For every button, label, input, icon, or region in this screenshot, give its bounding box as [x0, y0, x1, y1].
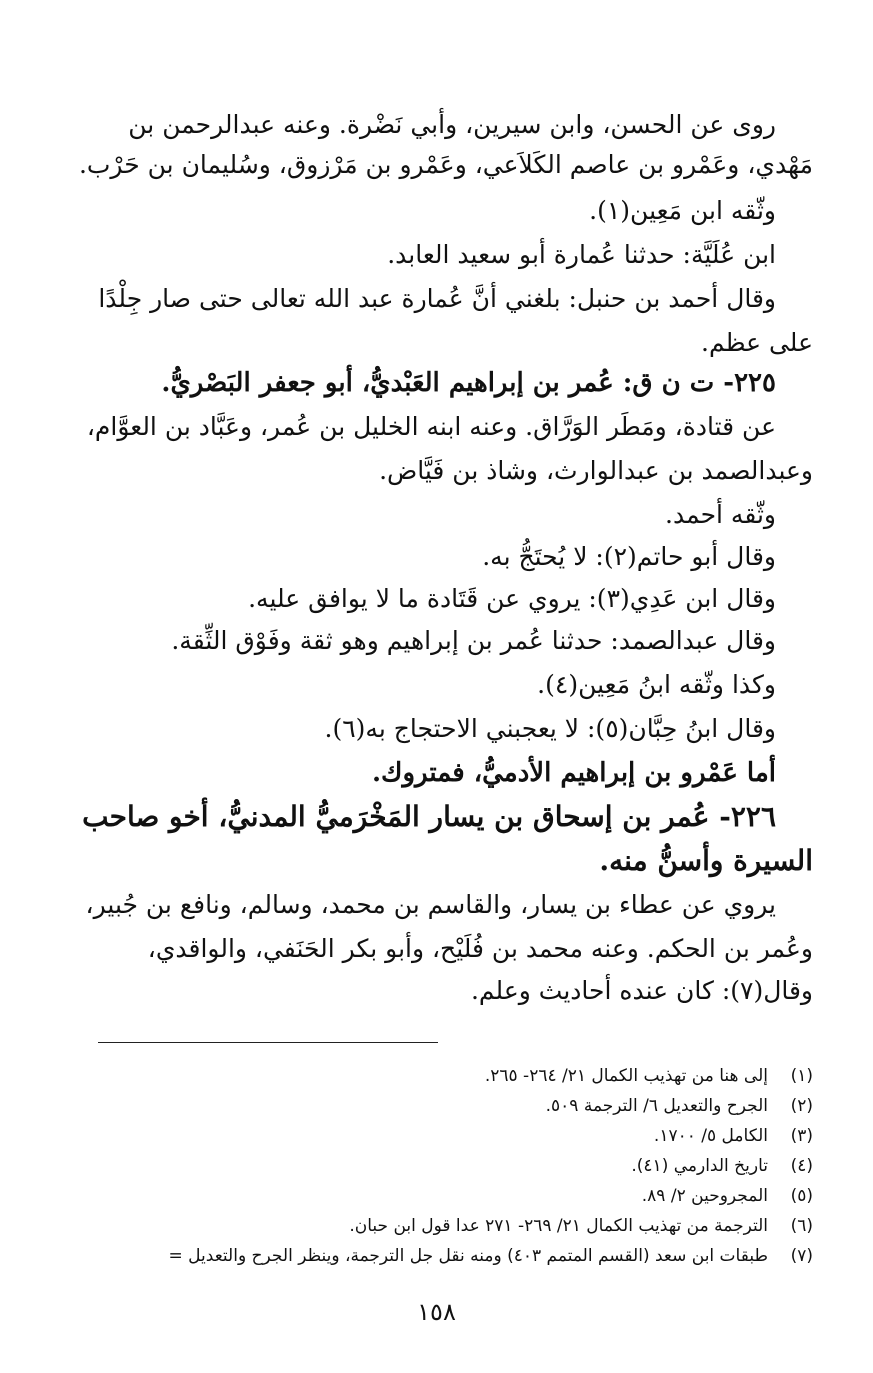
body-line: وثّقه أحمد.: [665, 500, 776, 529]
footnote: (٤)تاريخ الدارمي (٤١).: [631, 1156, 813, 1176]
body-line: ابن عُلَيَّة: حدثنا عُمارة أبو سعيد العابد.: [387, 240, 776, 269]
body-line: وعبدالصمد بن عبدالوارث، وشاذ بن فَيَّاض.: [379, 456, 813, 485]
body-line: وقال عبدالصمد: حدثنا عُمر بن إبراهيم وهو ثقة وفَوْق الثِّقة.: [171, 626, 776, 655]
body-line: وقال ابنُ حِبَّان(٥): لا يعجبني الاحتجاج به(٦).: [324, 714, 776, 743]
body-line: وقال أحمد بن حنبل: بلغني أنَّ عُمارة عبد الله تعالى حتى صار جِلْدًا: [98, 284, 776, 313]
body-line: وقال ابن عَدِي(٣): يروي عن قَتَادة ما لا يوافق عليه.: [248, 584, 776, 613]
body-line: روى عن الحسن، وابن سيرين، وأبي نَضْرة. وعنه عبدالرحمن بن: [128, 110, 776, 139]
footnote: (٧)طبقات ابن سعد (القسم المتمم ٤٠٣) ومنه نقل جل الترجمة، وينظر الجرح والتعديل =: [168, 1246, 813, 1266]
body-line: عن قتادة، ومَطَر الوَرَّاق. وعنه ابنه الخليل بن عُمر، وعَبَّاد بن العوَّام،: [86, 412, 776, 441]
entry-heading-225: ٢٢٥- ت ن ق: عُمر بن إبراهيم العَبْديُّ، أبو جعفر البَصْريُّ.: [161, 368, 776, 398]
body-line: على عظم.: [701, 328, 813, 357]
bold-note: أما عَمْرو بن إبراهيم الأدميُّ، فمتروك.: [371, 758, 776, 788]
footnote: (٣)الكامل ٥/ ١٧٠٠.: [653, 1126, 813, 1146]
footnote: (٢)الجرح والتعديل ٦/ الترجمة ٥٠٩.: [545, 1096, 813, 1116]
body-line: وعُمر بن الحكم. وعنه محمد بن فُلَيْح، وأبو بكر الحَنَفي، والواقدي،: [147, 934, 813, 963]
body-line: وقال(٧): كان عنده أحاديث وعلم.: [470, 976, 813, 1005]
entry-heading-226-cont: السيرة وأسنُّ منه.: [599, 844, 813, 877]
footnote: (٦)الترجمة من تهذيب الكمال ٢١/ ٢٦٩- ٢٧١ عدا قول ابن حبان.: [349, 1216, 813, 1236]
entry-heading-226: ٢٢٦- عُمر بن إسحاق بن يسار المَخْرَميُّ المدنيُّ، أخو صاحب: [82, 800, 776, 833]
body-line: مَهْدي، وعَمْرو بن عاصم الكَلاَعي، وعَمْرو بن مَرْزوق، وسُليمان بن حَرْب.: [78, 150, 813, 179]
page-number: ١٥٨: [417, 1298, 456, 1326]
footnote: (٥)المجروحين ٢/ ٨٩.: [641, 1186, 813, 1206]
footnote: (١)إلى هنا من تهذيب الكمال ٢١/ ٢٦٤- ٢٦٥.: [484, 1066, 813, 1086]
body-line: يروي عن عطاء بن يسار، والقاسم بن محمد، وسالم، ونافع بن جُبير،: [85, 890, 776, 919]
body-line: وقال أبو حاتم(٢): لا يُحتَجُّ به.: [482, 542, 776, 571]
body-line: وكذا وثّقه ابنُ مَعِين(٤).: [537, 670, 776, 699]
footnote-separator: [98, 1042, 438, 1043]
body-line: وثّقه ابن مَعِين(١).: [589, 196, 776, 225]
